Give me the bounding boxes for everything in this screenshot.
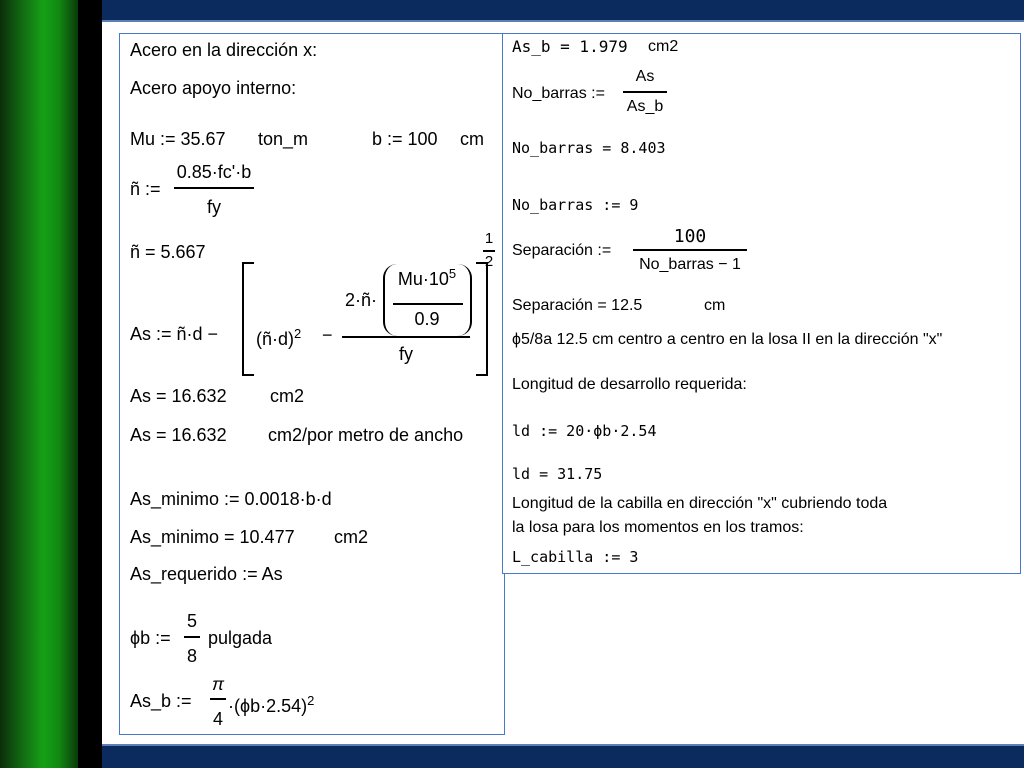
as-lhs: As := ñ·d −: [130, 324, 219, 344]
as-term1: (ñ·d)$^2$: [256, 326, 302, 349]
phib-fraction-line: [184, 636, 200, 638]
asb-value: As_b = 1.979: [512, 37, 628, 56]
separacion-value: Separación = 12.5: [512, 297, 643, 314]
right-big-bracket: [476, 262, 488, 376]
as-power-line: [483, 250, 495, 252]
as-minimo-value: As_minimo = 10.477: [130, 527, 295, 547]
asb-denominator: 4: [212, 709, 223, 729]
asb-fraction-line: [210, 698, 226, 700]
armado-note: ϕ5/8a 12.5 cm centro a centro en la losa II en la dirección "x": [512, 331, 943, 348]
phib-numerator: 5: [186, 611, 197, 631]
as-mu-numerator: $Mu\cdot 10^5$: [397, 266, 457, 289]
nobarras-value: No_barras = 8.403: [512, 139, 666, 157]
as-minimo-unit: cm2: [334, 527, 369, 547]
as-inner-prefix: 2·ñ·: [345, 290, 378, 310]
b-definition: b := 100: [372, 129, 438, 149]
asb-rest: $\cdot(\phi b\cdot 2.54)^2$: [228, 693, 315, 716]
n-numerator: 0.85·fc'·b: [176, 162, 252, 182]
separacion-fraction-line: [633, 249, 747, 251]
nobarras-denominator: As_b: [626, 98, 664, 115]
nobarras-lhs: No_barras :=: [512, 85, 605, 102]
top-band: [102, 0, 1024, 20]
separacion-lhs: Separación :=: [512, 242, 612, 259]
as-value-2: As = 16.632: [130, 425, 227, 445]
phib-unit: pulgada: [208, 628, 273, 648]
heading-acero-x: Acero en la dirección x:: [130, 40, 318, 60]
n-denominator: fy: [206, 197, 221, 217]
as-unit-2: cm2/por metro de ancho: [268, 425, 464, 445]
mu-unit: ton_m: [258, 129, 309, 149]
top-rule: [102, 20, 1024, 22]
cabilla-definition: L_cabilla := 3: [512, 548, 639, 566]
phib-denominator: 8: [186, 646, 197, 666]
cabilla-text-1: Longitud de la cabilla en dirección "x" cubriendo toda: [512, 495, 888, 512]
as-unit-1: cm2: [270, 386, 305, 406]
as-outer-denominator: fy: [398, 344, 413, 364]
left-big-bracket: [242, 262, 254, 376]
asb-numerator: π: [211, 674, 225, 694]
as-mu-fraction-line: [393, 303, 463, 305]
ld-value: ld = 31.75: [512, 465, 603, 483]
left-worksheet-panel: [119, 33, 505, 735]
as-value-1: As = 16.632: [130, 386, 227, 406]
mu-definition: Mu := 35.67: [130, 129, 226, 149]
b-unit: cm: [460, 129, 484, 149]
bottom-band: [102, 746, 1024, 768]
green-side-bar: [0, 0, 78, 768]
asb-lhs: As_b :=: [130, 691, 192, 711]
as-mu-denominator: 0.9: [414, 309, 440, 329]
as-outer-fraction-line: [342, 336, 470, 338]
n-value: ñ = 5.667: [130, 242, 206, 262]
separacion-numerator: 100: [673, 226, 707, 247]
as-minimo-definition: As_minimo := 0.0018·b·d: [130, 489, 332, 509]
as-power-numerator: 1: [484, 230, 494, 247]
longitud-desarrollo-heading: Longitud de desarrollo requerida:: [512, 376, 747, 393]
right-paren: [456, 264, 472, 336]
nobarras-numerator: As: [635, 68, 655, 85]
separacion-denominator: No_barras − 1: [639, 256, 741, 273]
asb-unit: cm2: [648, 38, 679, 55]
ld-definition: ld := 20·ϕb·2.54: [512, 422, 657, 440]
as-power-denominator: 2: [484, 253, 494, 270]
heading-apoyo-interno: Acero apoyo interno:: [130, 78, 297, 98]
separacion-unit: cm: [704, 297, 726, 314]
phib-lhs: ϕb :=: [130, 628, 171, 648]
n-fraction-line: [174, 187, 254, 189]
nobarras-fraction-line: [623, 91, 667, 93]
nobarras-definition: No_barras := 9: [512, 196, 639, 214]
n-lhs: ñ :=: [130, 179, 161, 199]
black-side-bar: [78, 0, 102, 768]
as-minus: −: [322, 325, 333, 345]
as-requerido-definition: As_requerido := As: [130, 564, 283, 584]
right-worksheet-panel: [502, 33, 1021, 574]
cabilla-text-2: la losa para los momentos en los tramos:: [512, 519, 804, 536]
